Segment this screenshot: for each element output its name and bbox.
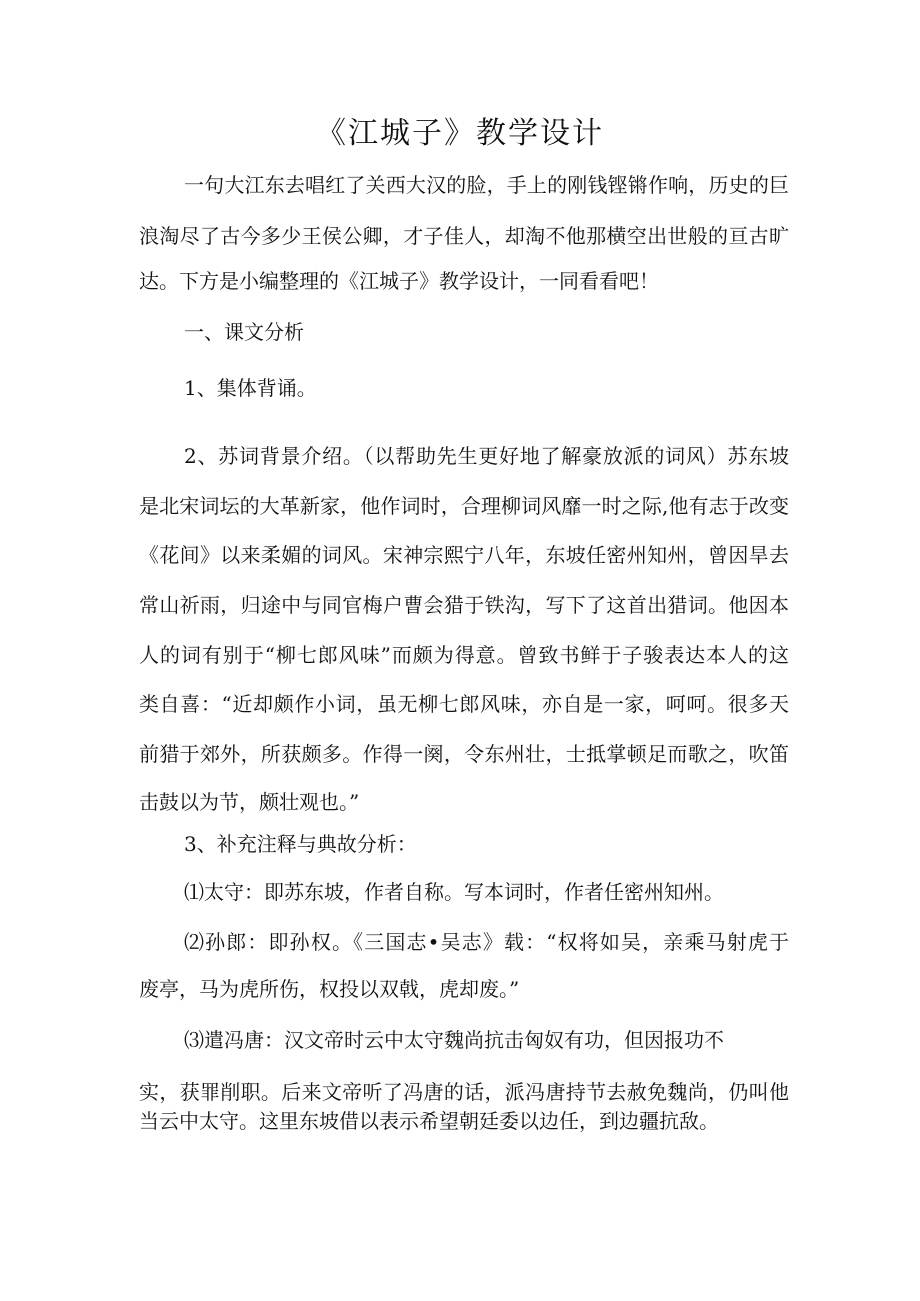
section-heading: 一、课文分析 bbox=[184, 320, 304, 344]
note-line: 实，获罪削职。后来文帝听了冯唐的话，派冯唐持节去赦免魏尚，仍叫他 bbox=[139, 1080, 789, 1104]
note-line: ⑶遣冯唐：汉文帝时云中太守魏尚抗击匈奴有功，但因报功不 bbox=[184, 1028, 724, 1052]
note-line: 当云中太守。这里东坡借以表示希望朝廷委以边任，到边疆抗敌。 bbox=[139, 1109, 719, 1133]
paragraph-line: 《花间》以来柔媚的词风。宋神宗熙宁八年，东坡任密州知州，曾因旱去 bbox=[139, 543, 789, 567]
note-line: ⑴太守：即苏东坡，作者自称。写本词时，作者任密州知州。 bbox=[184, 880, 724, 904]
paragraph-line: 人的词有别于“柳七郎风味”而颇为得意。曾致书鲜于子骏表达本人的这 bbox=[139, 643, 789, 667]
list-item: 1、集体背诵。 bbox=[184, 376, 317, 400]
list-item: 3、补充注释与典故分析： bbox=[184, 832, 417, 856]
page-title: 《江城子》教学设计 bbox=[316, 116, 604, 151]
paragraph-line: 前猎于郊外，所获颇多。作得一阕，令东州壮，士抵掌顿足而歌之，吹笛 bbox=[139, 742, 789, 766]
paragraph-line: 是北宋词坛的大革新家，他作词时，合理柳词风靡一时之际,他有志于改变 bbox=[139, 494, 789, 518]
note-line: 废亭，马为虎所伤，权投以双戟，虎却废。” bbox=[139, 977, 520, 1001]
intro-line: 达。下方是小编整理的《江城子》教学设计，一同看看吧！ bbox=[139, 269, 659, 293]
note-line: ⑵孙郎：即孙权。《三国志•吴志》载：“权将如吴，亲乘马射虎于 bbox=[184, 930, 789, 954]
intro-line: 浪淘尽了古今多少王侯公卿，才子佳人，却淘不他那横空出世般的亘古旷 bbox=[139, 224, 789, 248]
paragraph-line: 击鼓以为节，颇壮观也。” bbox=[139, 790, 360, 814]
paragraph-line: 2、苏词背景介绍。（以帮助先生更好地了解豪放派的词风）苏东坡 bbox=[184, 444, 789, 468]
paragraph-line: 类自喜：“近却颇作小词，虽无柳七郎风味，亦自是一家，呵呵。很多天 bbox=[139, 692, 789, 716]
paragraph-line: 常山祈雨，归途中与同官梅户曹会猎于铁沟，写下了这首出猎词。他因本 bbox=[139, 593, 789, 617]
intro-line: 一句大江东去唱红了关西大汉的脸，手上的刚钱铿锵作响，历史的巨 bbox=[184, 173, 789, 197]
